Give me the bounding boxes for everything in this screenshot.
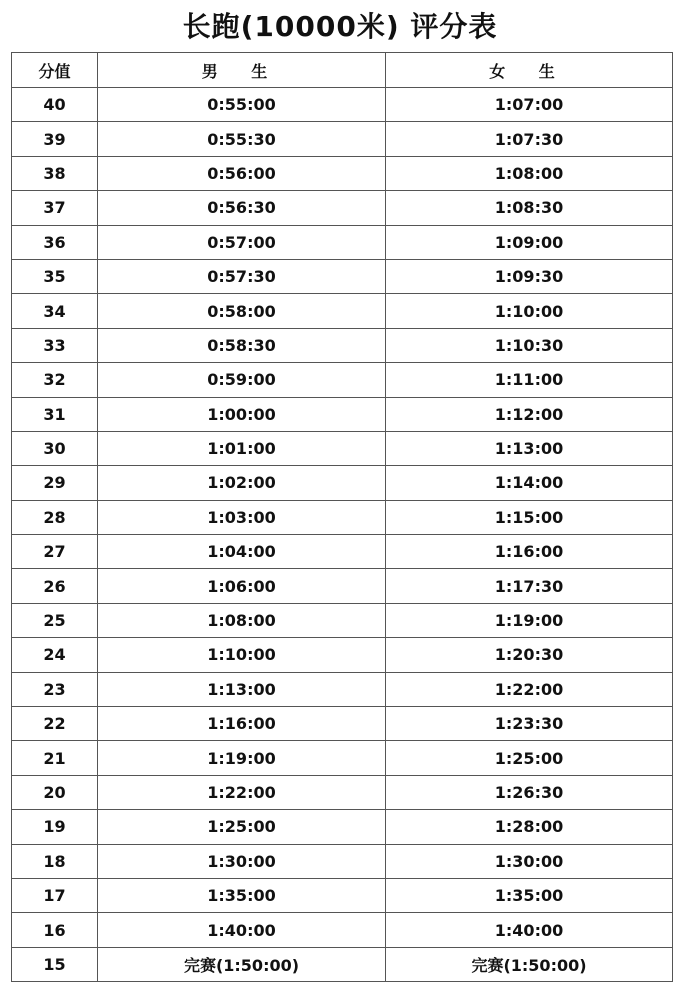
male-time-cell: 1:16:00 [98, 707, 386, 741]
score-cell: 31 [12, 397, 98, 431]
male-time-cell: 0:58:00 [98, 294, 386, 328]
male-time-cell: 1:06:00 [98, 569, 386, 603]
score-cell: 18 [12, 844, 98, 878]
table-row [12, 431, 673, 465]
male-time-cell: 0:58:30 [98, 328, 386, 362]
female-time-cell: 1:28:00 [386, 810, 673, 844]
male-time-cell: 1:35:00 [98, 878, 386, 912]
male-time-cell: 1:03:00 [98, 500, 386, 534]
table-row [12, 638, 673, 672]
score-cell: 30 [12, 431, 98, 465]
table-row [12, 535, 673, 569]
male-time-cell: 1:01:00 [98, 431, 386, 465]
score-cell: 20 [12, 775, 98, 809]
score-cell: 22 [12, 707, 98, 741]
score-cell: 27 [12, 535, 98, 569]
male-time-cell: 0:55:00 [98, 88, 386, 122]
female-time-cell: 1:20:30 [386, 638, 673, 672]
table-row [12, 500, 673, 534]
score-cell: 40 [12, 88, 98, 122]
male-time-cell: 1:22:00 [98, 775, 386, 809]
table-row [12, 294, 673, 328]
score-cell: 16 [12, 913, 98, 947]
table-row [12, 569, 673, 603]
score-cell: 17 [12, 878, 98, 912]
male-time-cell: 0:59:00 [98, 363, 386, 397]
page-title: 长跑(10000米) 评分表 [182, 10, 498, 43]
female-time-cell: 1:08:00 [386, 156, 673, 190]
score-cell: 15 [12, 947, 98, 981]
female-time-cell: 1:35:00 [386, 878, 673, 912]
male-time-cell: 1:13:00 [98, 672, 386, 706]
table-row [12, 191, 673, 225]
female-time-cell: 完赛(1:50:00) [386, 947, 673, 981]
score-cell: 26 [12, 569, 98, 603]
male-time-cell: 1:04:00 [98, 535, 386, 569]
female-time-cell: 1:07:30 [386, 122, 673, 156]
score-cell: 24 [12, 638, 98, 672]
male-time-cell: 1:30:00 [98, 844, 386, 878]
table-row [12, 810, 673, 844]
score-cell: 38 [12, 156, 98, 190]
score-cell: 25 [12, 603, 98, 637]
female-time-cell: 1:10:00 [386, 294, 673, 328]
table-row [12, 88, 673, 122]
female-time-cell: 1:09:00 [386, 225, 673, 259]
male-time-cell: 0:57:30 [98, 259, 386, 293]
female-time-cell: 1:09:30 [386, 259, 673, 293]
male-time-cell: 0:55:30 [98, 122, 386, 156]
table-row [12, 225, 673, 259]
male-time-cell: 1:00:00 [98, 397, 386, 431]
table-row [12, 878, 673, 912]
table-row [12, 775, 673, 809]
score-cell: 29 [12, 466, 98, 500]
female-time-cell: 1:07:00 [386, 88, 673, 122]
score-cell: 23 [12, 672, 98, 706]
table-row [12, 156, 673, 190]
male-time-cell: 0:56:30 [98, 191, 386, 225]
table-row [12, 707, 673, 741]
male-time-cell: 完赛(1:50:00) [98, 947, 386, 981]
female-time-cell: 1:12:00 [386, 397, 673, 431]
female-time-cell: 1:10:30 [386, 328, 673, 362]
female-time-cell: 1:14:00 [386, 466, 673, 500]
header-score: 分值 [12, 53, 98, 88]
score-cell: 34 [12, 294, 98, 328]
female-time-cell: 1:17:30 [386, 569, 673, 603]
table-header-row [12, 53, 673, 88]
score-cell: 19 [12, 810, 98, 844]
table-row [12, 844, 673, 878]
score-table [11, 52, 673, 982]
table-row [12, 947, 673, 981]
table-row [12, 397, 673, 431]
score-cell: 36 [12, 225, 98, 259]
male-time-cell: 1:10:00 [98, 638, 386, 672]
table-row [12, 328, 673, 362]
female-time-cell: 1:15:00 [386, 500, 673, 534]
table-row [12, 363, 673, 397]
table-row [12, 466, 673, 500]
score-cell: 35 [12, 259, 98, 293]
table-row [12, 672, 673, 706]
male-time-cell: 1:02:00 [98, 466, 386, 500]
female-time-cell: 1:16:00 [386, 535, 673, 569]
female-time-cell: 1:26:30 [386, 775, 673, 809]
table-row [12, 913, 673, 947]
score-cell: 32 [12, 363, 98, 397]
female-time-cell: 1:25:00 [386, 741, 673, 775]
female-time-cell: 1:30:00 [386, 844, 673, 878]
table-row [12, 122, 673, 156]
female-time-cell: 1:08:30 [386, 191, 673, 225]
score-cell: 21 [12, 741, 98, 775]
male-time-cell: 0:57:00 [98, 225, 386, 259]
female-time-cell: 1:13:00 [386, 431, 673, 465]
header-female: 女 生 [386, 53, 673, 88]
male-time-cell: 1:08:00 [98, 603, 386, 637]
male-time-cell: 1:19:00 [98, 741, 386, 775]
female-time-cell: 1:19:00 [386, 603, 673, 637]
table-row [12, 603, 673, 637]
score-cell: 37 [12, 191, 98, 225]
table-row [12, 259, 673, 293]
female-time-cell: 1:40:00 [386, 913, 673, 947]
male-time-cell: 0:56:00 [98, 156, 386, 190]
male-time-cell: 1:25:00 [98, 810, 386, 844]
male-time-cell: 1:40:00 [98, 913, 386, 947]
score-cell: 33 [12, 328, 98, 362]
female-time-cell: 1:11:00 [386, 363, 673, 397]
score-cell: 28 [12, 500, 98, 534]
header-male: 男 生 [98, 53, 386, 88]
table-row [12, 741, 673, 775]
female-time-cell: 1:23:30 [386, 707, 673, 741]
score-cell: 39 [12, 122, 98, 156]
female-time-cell: 1:22:00 [386, 672, 673, 706]
